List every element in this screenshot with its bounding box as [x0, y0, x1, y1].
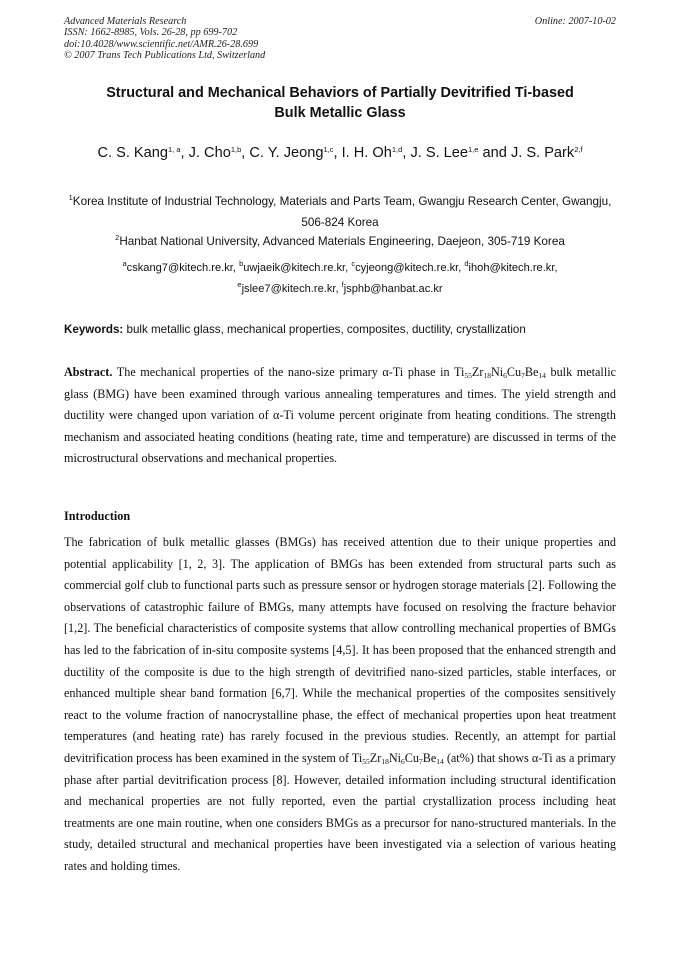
alloy-formula: $Ti_{55}Zr_{18}Ni_6Cu_7Be_{14}$: [351, 750, 444, 766]
alloy-formula: $Ti_{55}Zr_{18}Ni_6Cu_7Be_{14}$: [454, 365, 546, 380]
introduction-heading: Introduction: [64, 509, 131, 523]
journal-issn: ISSN: 1662-8985, Vols. 26-28, pp 699-702: [64, 27, 238, 39]
abstract-label: Abstract.: [64, 365, 113, 379]
online-date: Online: 2007-10-02: [534, 16, 616, 27]
journal-copyright: © 2007 Trans Tech Publications Ltd, Switzerland: [64, 50, 266, 62]
journal-name: Advanced Materials Research: [64, 16, 187, 27]
email-link[interactable]: uwjaeik@kitech.re.kr: [243, 262, 346, 274]
keywords: [64, 321, 616, 339]
email-link[interactable]: jsphb@hanbat.ac.kr: [343, 283, 443, 295]
abstract: Abstract. The mechanical properties of the nano-size primary α-Ti phase in $Ti_{55}Zr_{18}Ni_6Cu_7Be_{14}$ bulk metallic glass (BMG) have been examined through various annealing temperatures and times. The yield strength and ductility were changed upon variation of α-Ti volume percent originate from heating conditions. The strength mechanism and associated heating conditions (heating rate, time and temperature) are discussed in terms of the microstructural observations and mechanical properties.: [64, 365, 617, 466]
introduction-paragraph: The fabrication of bulk metallic glasses (BMGs) has received attention due to their unique properties and potential applicability [1, 2, 3]. The application of BMGs has been extended from structural parts such as commercial golf club to functional parts such as pressure sensor or hydrogen storage materials [2]. Following the observations of catastrophic failure of BMGs, many attempts have focused on resolving the fracture behavior [1,2]. The beneficial characteristics of composite systems that allow controlling mechanical properties of BMGs has led to the fabrication of in-situ composite systems [4,5]. It has been proposed that the enhanced strength and ductility of the composite is due to the high strength of devitrified nano-sized particles, stable interfaces, or enhanced multiple shear band formation [6,7]. While the mechanical properties of the composites sensitively react to the volume fraction of nanocrystalline phase, the effect of mechanical properties upon heat treatment temperatures (and heating rate) has rarely focused in the previous studies. Recently, an attempt for partial devitrification process has been examined in the system of $Ti_{55}Zr_{18}Ni_6Cu_7Be_{14}$ (at%) that shows α-Ti as a primary phase after partial devitrification process [8]. However, detailed information including structural identification and mechanical properties are not fully reported, even the partial crystallization process including heat treatments are one main routine, when one considers BMGs as a precursor for nano-structured manterials. In the study, detailed structural and mechanical properties have been investigated via a selection of various heating rates and holding times.: [64, 535, 617, 873]
author: J. S. Lee$^{1,e}$ and: [410, 145, 511, 161]
title-line-1: Structural and Mechanical Behaviors of Partially Devitrified Ti-based: [106, 85, 574, 101]
email-link[interactable]: jslee7@kitech.re.kr: [241, 283, 336, 295]
author-list: [40, 143, 640, 163]
email-link[interactable]: cskang7@kitech.re.kr: [126, 262, 233, 274]
author: C. S. Kang$^{1, a}$,: [97, 145, 189, 161]
author: J. S. Park$^{2,f}$: [510, 145, 583, 161]
author: I. H. Oh$^{1,d}$,: [341, 145, 411, 161]
keywords-label: Keywords:: [64, 323, 124, 336]
author: C. Y. Jeong$^{1,c}$,: [249, 145, 342, 161]
affiliation-2: $^2$Hanbat National University, Advanced Materials Engineering, Daejeon, 305-719 Korea: [115, 233, 565, 248]
email-list: $^a$cskang7@kitech.re.kr, $^b$uwjaeik@kitech.re.kr, $^c$cyjeong@kitech.re.kr, $^d$ihoh@kitech.re.kr, $^e$jslee7@kitech.re.kr, $^f$jsphb@hanbat.ac.kr: [122, 259, 558, 295]
email-link[interactable]: ihoh@kitech.re.kr: [468, 262, 555, 274]
journal-header: [64, 16, 616, 62]
affiliation-1: $^1$Korea Institute of Industrial Technology, Materials and Parts Team, Gwangju Research Center, Gwangju, 506-824 Korea: [68, 193, 612, 229]
title-line-2: Bulk Metallic Glass: [274, 105, 406, 121]
keywords-text: bulk metallic glass, mechanical properties, composites, ductility, crystallization: [123, 323, 526, 336]
journal-doi: doi:10.4028/www.scientific.net/AMR.26-28.699: [64, 38, 259, 50]
email-link[interactable]: cyjeong@kitech.re.kr: [355, 262, 459, 274]
paper-title: [64, 83, 616, 123]
author: J. Cho$^{1,b}$,: [188, 145, 250, 161]
